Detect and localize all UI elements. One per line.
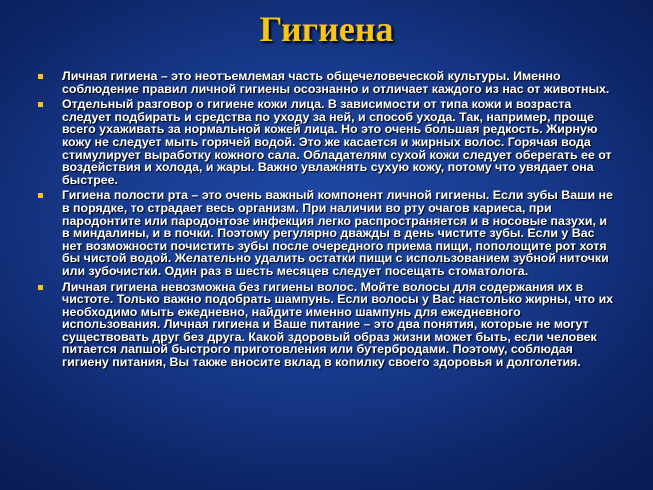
bullet-item xyxy=(38,98,618,186)
bullet-item xyxy=(38,189,618,277)
bullet-item xyxy=(38,281,618,369)
square-bullet-icon xyxy=(38,102,43,107)
square-bullet-icon xyxy=(38,193,43,198)
bullet-text: Отдельный разговор о гигиене кожи лица. В зависимости от типа кожи и возраста следует подбирать и средства по уходу за ней, и способ ухода. Так, например, проще всего ухаживать за нормальной кожей лица. Но это очень большая редкость. Жирную кожу не следует мыть горячей водой. Это же касается и жирных волос. Горячая вода стимулирует выработку кожного сала. Обладателям сухой кожи следует оберегать ее от воздействия и холода, и жары. Важно увлажнять сухую кожу, потому что увядает она быстрее. xyxy=(62,97,612,187)
bullet-text: Личная гигиена невозможна без гигиены волос. Мойте волосы для содержания их в чистоте. Только важно подобрать шампунь. Если волосы у Вас настолько жирны, что их необходимо мыть ежедневно, найдите именно шампунь для ежедневного использования. Личная гигиена и Ваше питание – это два понятия, которые не могут существовать друг без друга. Какой здоровый образ жизни может быть, если человек питается лапшой быстрого приготовления или бутербродами. Поэтому, соблюдая гигиену питания, Вы также вносите вклад в копилку своего здоровья и долголетия. xyxy=(62,279,614,370)
square-bullet-icon xyxy=(38,74,43,79)
bullet-list xyxy=(38,70,618,372)
square-bullet-icon xyxy=(38,285,43,290)
bullet-item xyxy=(38,70,618,95)
bullet-text: Личная гигиена – это неотъемлемая часть общечеловеческой культуры. Именно соблюдение правил личной гигиены осознанно и отличает каждого из нас от животных. xyxy=(62,69,610,96)
slide-title: Гигиена xyxy=(259,9,394,49)
bullet-text: Гигиена полости рта – это очень важный компонент личной гигиены. Если зубы Ваши не в порядке, то страдает весь организм. При наличии во рту очагов кариеса, при пародонтите или пародонтозе инфекция легко распространяется и в носовые пазухи, и в миндалины, и в почки. Поэтому регулярно дважды в день чистите зубы. Если у Вас нет возможности почистить зубы после очередного приема пищи, пополощите рот хотя бы чистой водой. Желательно удалить остатки пищи с использованием зубной ниточки или зубочистки. Один раз в шесть месяцев следует посещать стоматолога. xyxy=(62,188,613,278)
